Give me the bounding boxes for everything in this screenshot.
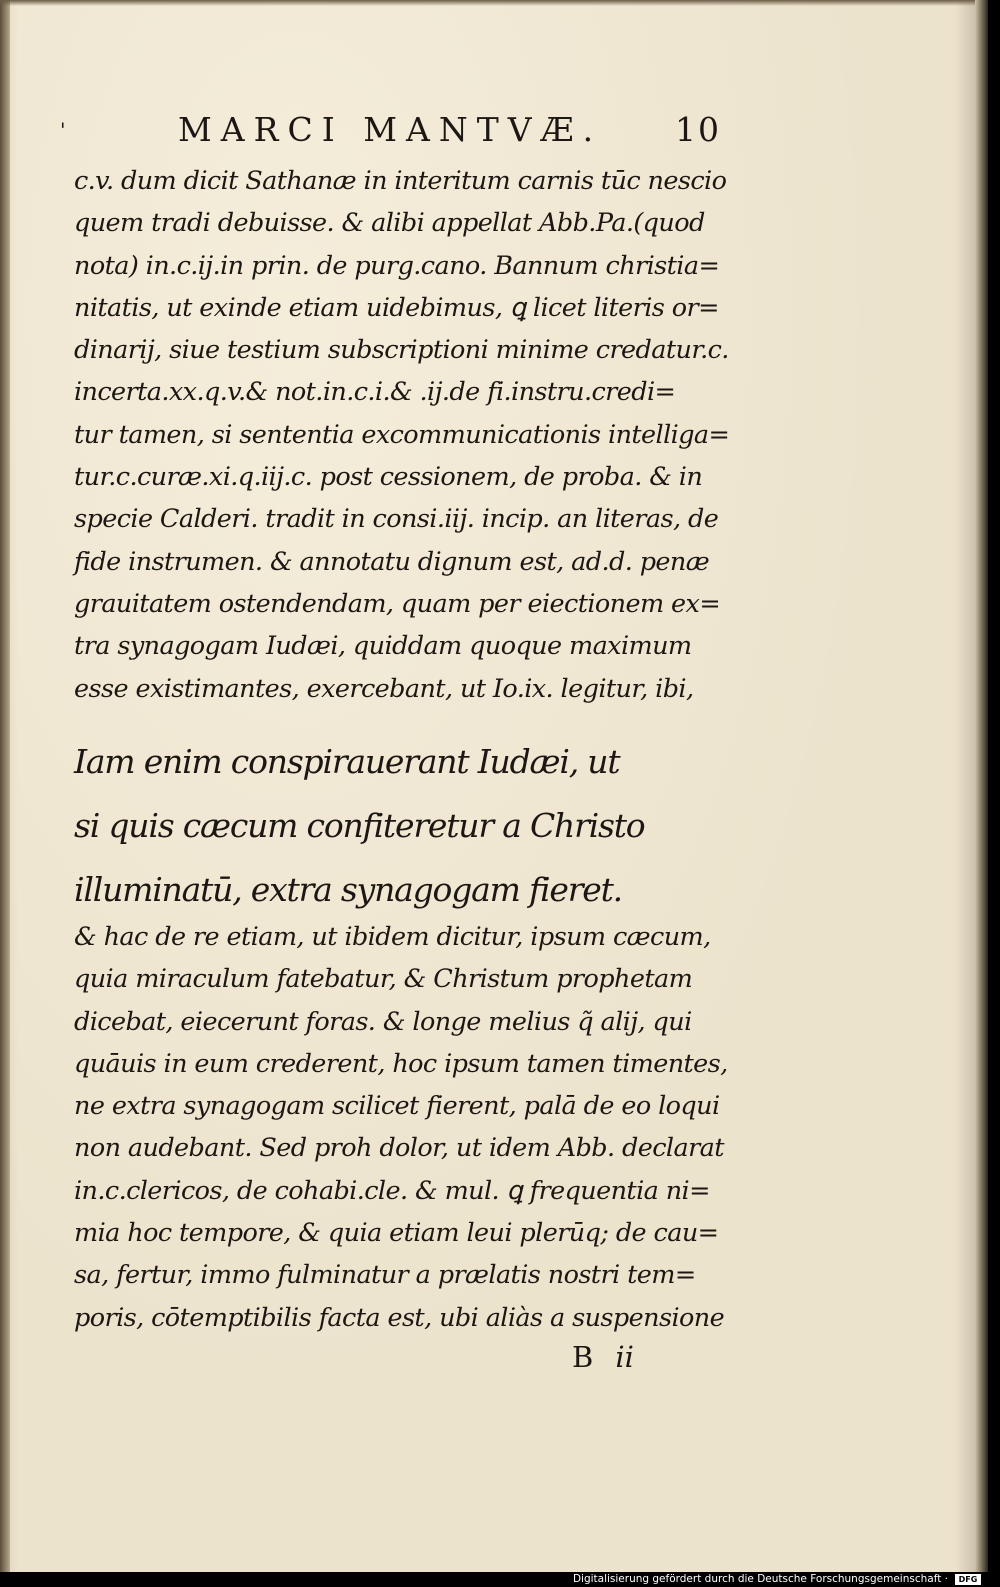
signature-number: ii xyxy=(615,1340,634,1374)
quote-line: Iam enim conspirauerant Iudæi, ut xyxy=(74,742,620,781)
text-line: tur.c.curæ.xi.q.iij.c. post cessionem, de proba. & in xyxy=(74,462,703,493)
paragraph-1 xyxy=(74,160,754,710)
text-line: nota) in.c.ij.in prin. de purg.cano. Bannum christia= xyxy=(74,250,720,281)
text-line: tra synagogam Iudæi, quiddam quoque maximum xyxy=(74,631,692,662)
text-line: c.v. dum dicit Sathanæ in interitum carnis tūc nescio xyxy=(74,166,727,196)
text-line: mia hoc tempore, & quia etiam leui plerūq; de cau= xyxy=(74,1218,719,1249)
signature-mark xyxy=(572,1340,634,1374)
text-line: dicebat, eiecerunt foras. & longe melius q̃ alij, qui xyxy=(74,1006,692,1037)
page-top-edge xyxy=(0,0,988,6)
quote-line: si quis cæcum confiteretur a Christo xyxy=(74,806,645,845)
text-line: fide instrumen. & annotatu dignum est, ad.d. penæ xyxy=(74,546,710,577)
text-line: non audebant. Sed proh dolor, ut idem Abb. declarat xyxy=(74,1133,724,1164)
text-line: quia miraculum fatebatur, & Christum prophetam xyxy=(74,964,693,995)
text-line: incerta.xx.q.v.& not.in.c.i.& .ij.de fi.instru.credi= xyxy=(74,377,676,408)
page-left-edge xyxy=(0,0,10,1572)
quote-line: illuminatū, extra synagogam fieret. xyxy=(74,870,622,909)
folio-number: 10 xyxy=(675,110,721,149)
text-line: poris, cōtemptibilis facta est, ubi aliàs a suspensione xyxy=(74,1302,725,1333)
text-line: ne extra synagogam scilicet fierent, palā de eo loqui xyxy=(74,1091,720,1122)
paragraph-2 xyxy=(74,916,754,1339)
text-line: esse existimantes, exercebant, ut Io.ix. legitur, ibi, xyxy=(74,673,694,704)
text-line: dinarij, siue testium subscriptioni minime credatur.c. xyxy=(74,335,729,366)
running-head xyxy=(60,110,721,158)
running-head-mark: ' xyxy=(60,118,66,142)
text-line: & hac de re etiam, ut ibidem dicitur, ipsum cæcum, xyxy=(74,922,711,952)
text-line: quem tradi debuisse. & alibi appellat Abb.Pa.(quod xyxy=(74,208,705,239)
dfg-logo: DFG xyxy=(955,1574,981,1585)
signature-letter: B xyxy=(572,1340,594,1374)
digitization-credit: Digitalisierung gefördert durch die Deutsche Forschungsgemeinschaft · xyxy=(572,1573,948,1585)
text-line: specie Calderi. tradit in consi.iij. incip. an literas, de xyxy=(74,504,719,535)
text-line: sa, fertur, immo fulminatur a prælatis nostri tem= xyxy=(74,1260,696,1291)
running-head-title: MARCI MANTVÆ. xyxy=(178,110,603,149)
text-line: tur tamen, si sententia excommunicationis intelliga= xyxy=(74,419,730,450)
page-right-edge xyxy=(975,0,988,1572)
text-line: quāuis in eum crederent, hoc ipsum tamen timentes, xyxy=(74,1048,728,1079)
quotation-block xyxy=(74,730,754,922)
text-line: in.c.clericos, de cohabi.cle. & mul. ꝗ frequentia ni= xyxy=(74,1175,710,1206)
text-line: grauitatem ostendendam, quam per eiectionem ex= xyxy=(74,588,721,619)
text-line: nitatis, ut exinde etiam uidebimus, ꝗ licet literis or= xyxy=(74,292,719,323)
